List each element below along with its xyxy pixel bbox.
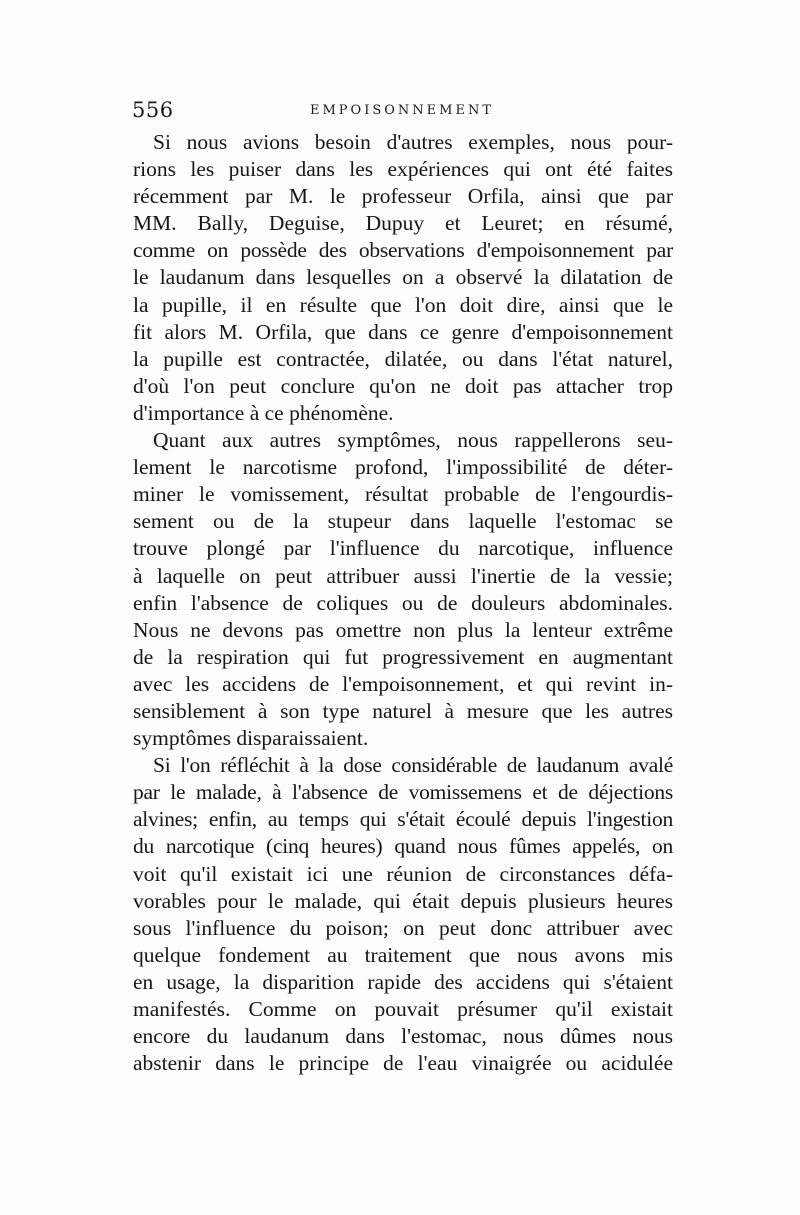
text-line: la pupille, il en résulte que l'on doit dire, ainsi que le <box>133 292 673 317</box>
text-line: miner le vomissement, résultat probable de l'engourdis- <box>133 482 673 507</box>
body-text <box>133 129 673 1077</box>
text-line: vorables pour le malade, qui était depuis plusieurs heures <box>133 888 673 913</box>
text-line: symptômes disparaissaient. <box>133 726 369 751</box>
text-line: par le malade, à l'absence de vomissemens et de déjections <box>133 780 673 805</box>
text-line: comme on possède des observations d'empoisonnement par <box>133 238 673 263</box>
text-line: enfin l'absence de coliques ou de douleurs abdominales. <box>133 590 673 615</box>
text-line: alvines; enfin, au temps qui s'était écoulé depuis l'ingestion <box>133 807 673 832</box>
text-line: quelque fondement au traitement que nous avons mis <box>133 942 673 967</box>
text-line: lement le narcotisme profond, l'impossibilité de déter- <box>133 455 673 480</box>
text-line: sensiblement à son type naturel à mesure que les autres <box>133 698 673 723</box>
paragraph-2 <box>133 427 673 752</box>
text-line: MM. Bally, Deguise, Dupuy et Leuret; en résumé, <box>133 211 673 236</box>
text-line: d'où l'on peut conclure qu'on ne doit pas attacher trop <box>133 373 673 398</box>
page-header <box>132 98 672 130</box>
text-line: Nous ne devons pas omettre non plus la lenteur extrême <box>133 617 673 642</box>
text-line: de la respiration qui fut progressivement en augmentant <box>133 644 673 669</box>
text-line: le laudanum dans lesquelles on a observé la dilatation de <box>133 265 673 290</box>
text-line: voit qu'il existait ici une réunion de circonstances défa- <box>133 861 673 886</box>
text-line: du narcotique (cinq heures) quand nous fûmes appelés, on <box>133 834 673 859</box>
text-line: sement ou de la stupeur dans laquelle l'estomac se <box>133 509 673 534</box>
text-line: sous l'influence du poison; on peut donc attribuer avec <box>133 915 673 940</box>
text-line: rions les puiser dans les expériences qui ont été faites <box>133 157 673 182</box>
text-line: en usage, la disparition rapide des accidens qui s'étaient <box>133 969 673 994</box>
text-line: d'importance à ce phénomène. <box>133 400 394 425</box>
text-line: fit alors M. Orfila, que dans ce genre d'empoisonnement <box>133 319 673 344</box>
page-number: 556 <box>132 98 174 122</box>
text-line: encore du laudanum dans l'estomac, nous dûmes nous <box>133 1024 673 1049</box>
text-line: Quant aux autres symptômes, nous rappellerons seu- <box>153 428 673 453</box>
text-line: Si nous avions besoin d'autres exemples, nous pour- <box>153 130 673 154</box>
text-line: à laquelle on peut attribuer aussi l'inertie de la vessie; <box>133 563 673 588</box>
text-line: avec les accidens de l'empoisonnement, et qui revint in- <box>133 671 673 696</box>
text-line: abstenir dans le principe de l'eau vinaigrée ou acidulée <box>133 1051 673 1076</box>
text-line: récemment par M. le professeur Orfila, ainsi que par <box>133 184 673 209</box>
text-line: Si l'on réfléchit à la dose considérable de laudanum avalé <box>153 753 673 778</box>
text-line: trouve plongé par l'influence du narcotique, influence <box>133 536 673 561</box>
paragraph-1 <box>133 129 673 427</box>
paragraph-3 <box>133 752 673 1077</box>
running-title: EMPOISONNEMENT <box>310 103 494 118</box>
text-line: manifestés. Comme on pouvait présumer qu'il existait <box>133 997 673 1021</box>
text-line: la pupille est contractée, dilatée, ou dans l'état naturel, <box>133 346 673 371</box>
